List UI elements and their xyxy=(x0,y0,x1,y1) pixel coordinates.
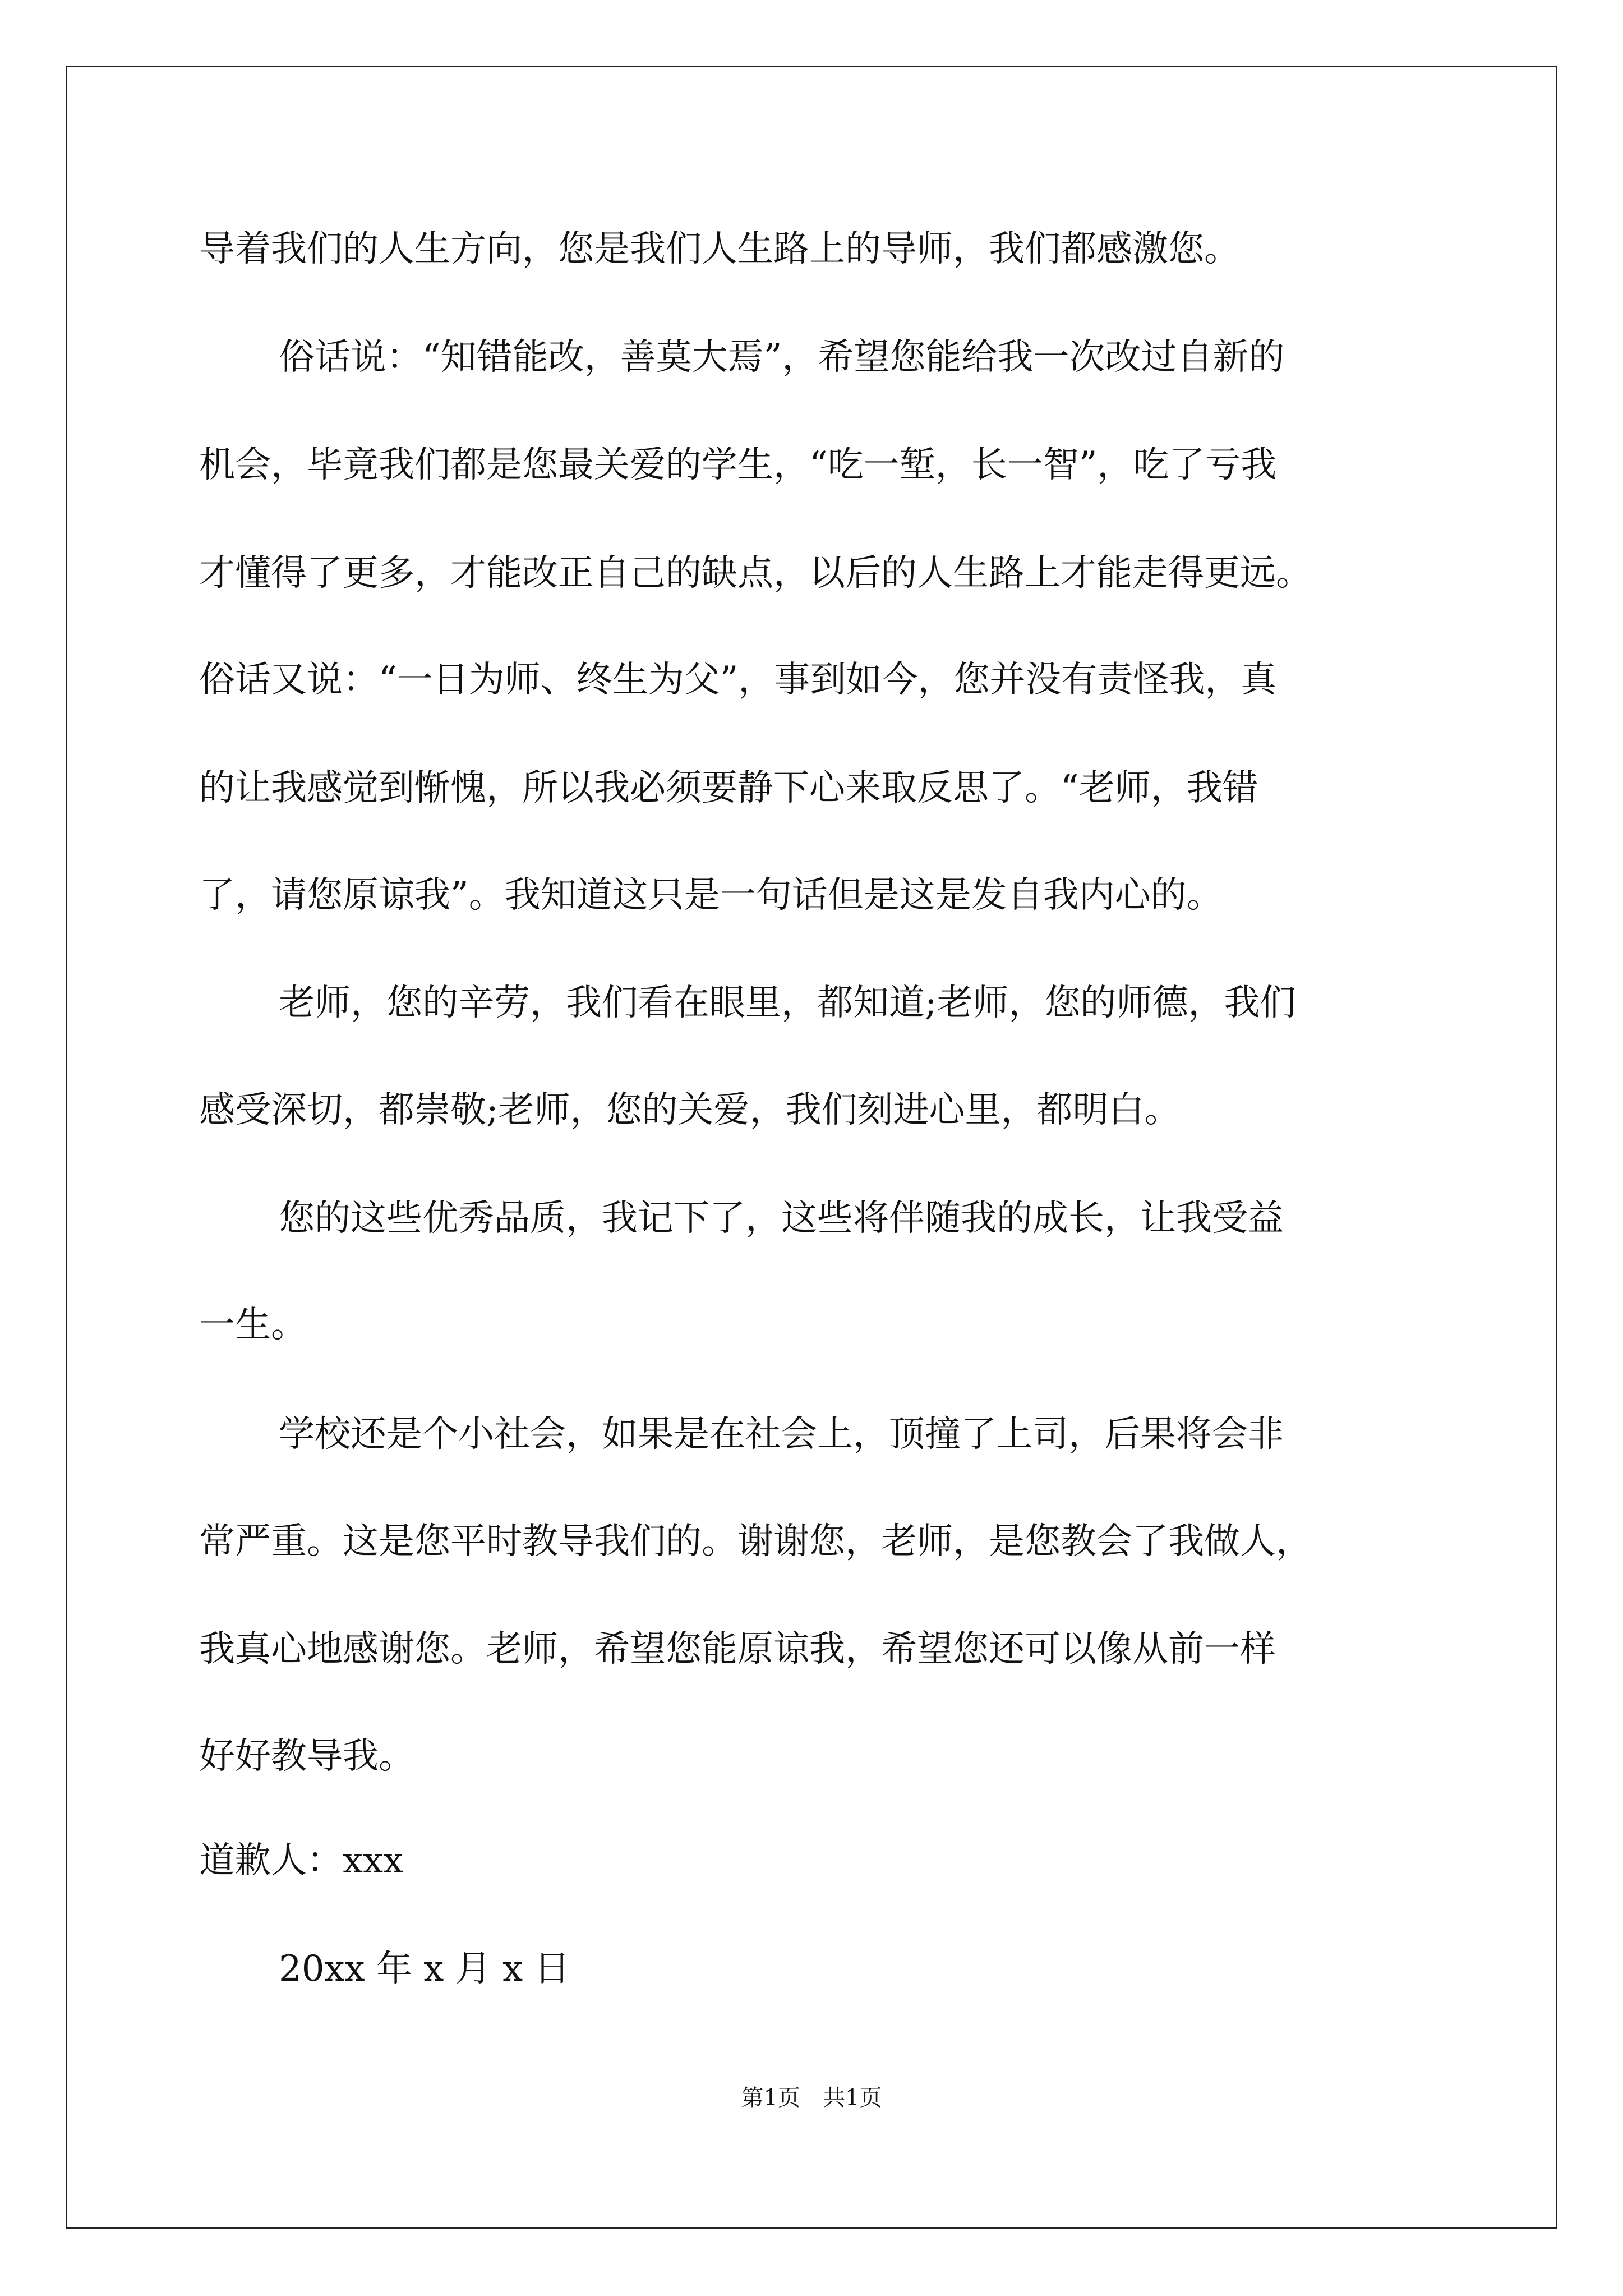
body-line-14: 我真心地感谢您。老师，希望您能原谅我，希望您还可以像从前一样 xyxy=(199,1628,1276,1670)
body-line-5: 俗话又说：“一日为师、终生为父”，事到如今，您并没有责怪我，真 xyxy=(199,659,1277,701)
body-line-8: 老师，您的辛劳，我们看在眼里，都知道;老师，您的师德，我们 xyxy=(279,982,1296,1024)
body-line-7: 了，请您原谅我”。我知道这只是一句话但是这是发自我内心的。 xyxy=(199,875,1223,916)
body-line-2: 俗话说：“知错能改，善莫大焉”，希望您能给我一次改过自新的 xyxy=(279,337,1285,378)
body-line-13: 常严重。这是您平时教导我们的。谢谢您，老师，是您教会了我做人， xyxy=(199,1521,1312,1562)
body-line-11: 一生。 xyxy=(199,1304,307,1346)
body-line-1: 导着我们的人生方向，您是我们人生路上的导师，我们都感激您。 xyxy=(199,228,1240,270)
signature-line: 道歉人：xxx xyxy=(199,1840,404,1881)
date-line: 20xx 年 x 月 x 日 xyxy=(279,1948,570,1990)
body-line-10: 您的这些优秀品质，我记下了，这些将伴随我的成长，让我受益 xyxy=(279,1198,1284,1239)
body-line-4: 才懂得了更多，才能改正自己的缺点，以后的人生路上才能走得更远。 xyxy=(199,553,1312,594)
body-line-6: 的让我感觉到惭愧，所以我必须要静下心来取反思了。“老师，我错 xyxy=(199,767,1258,809)
page-border xyxy=(66,66,1557,2229)
page-footer: 第1页 共1页 xyxy=(741,2085,882,2111)
body-line-3: 机会，毕竟我们都是您最关爱的学生，“吃一堑，长一智”，吃了亏我 xyxy=(199,444,1277,486)
body-line-12: 学校还是个小社会，如果是在社会上，顶撞了上司，后果将会非 xyxy=(279,1414,1284,1455)
body-line-9: 感受深切，都崇敬;老师，您的关爱，我们刻进心里，都明白。 xyxy=(199,1089,1181,1131)
body-line-15: 好好教导我。 xyxy=(199,1736,414,1777)
